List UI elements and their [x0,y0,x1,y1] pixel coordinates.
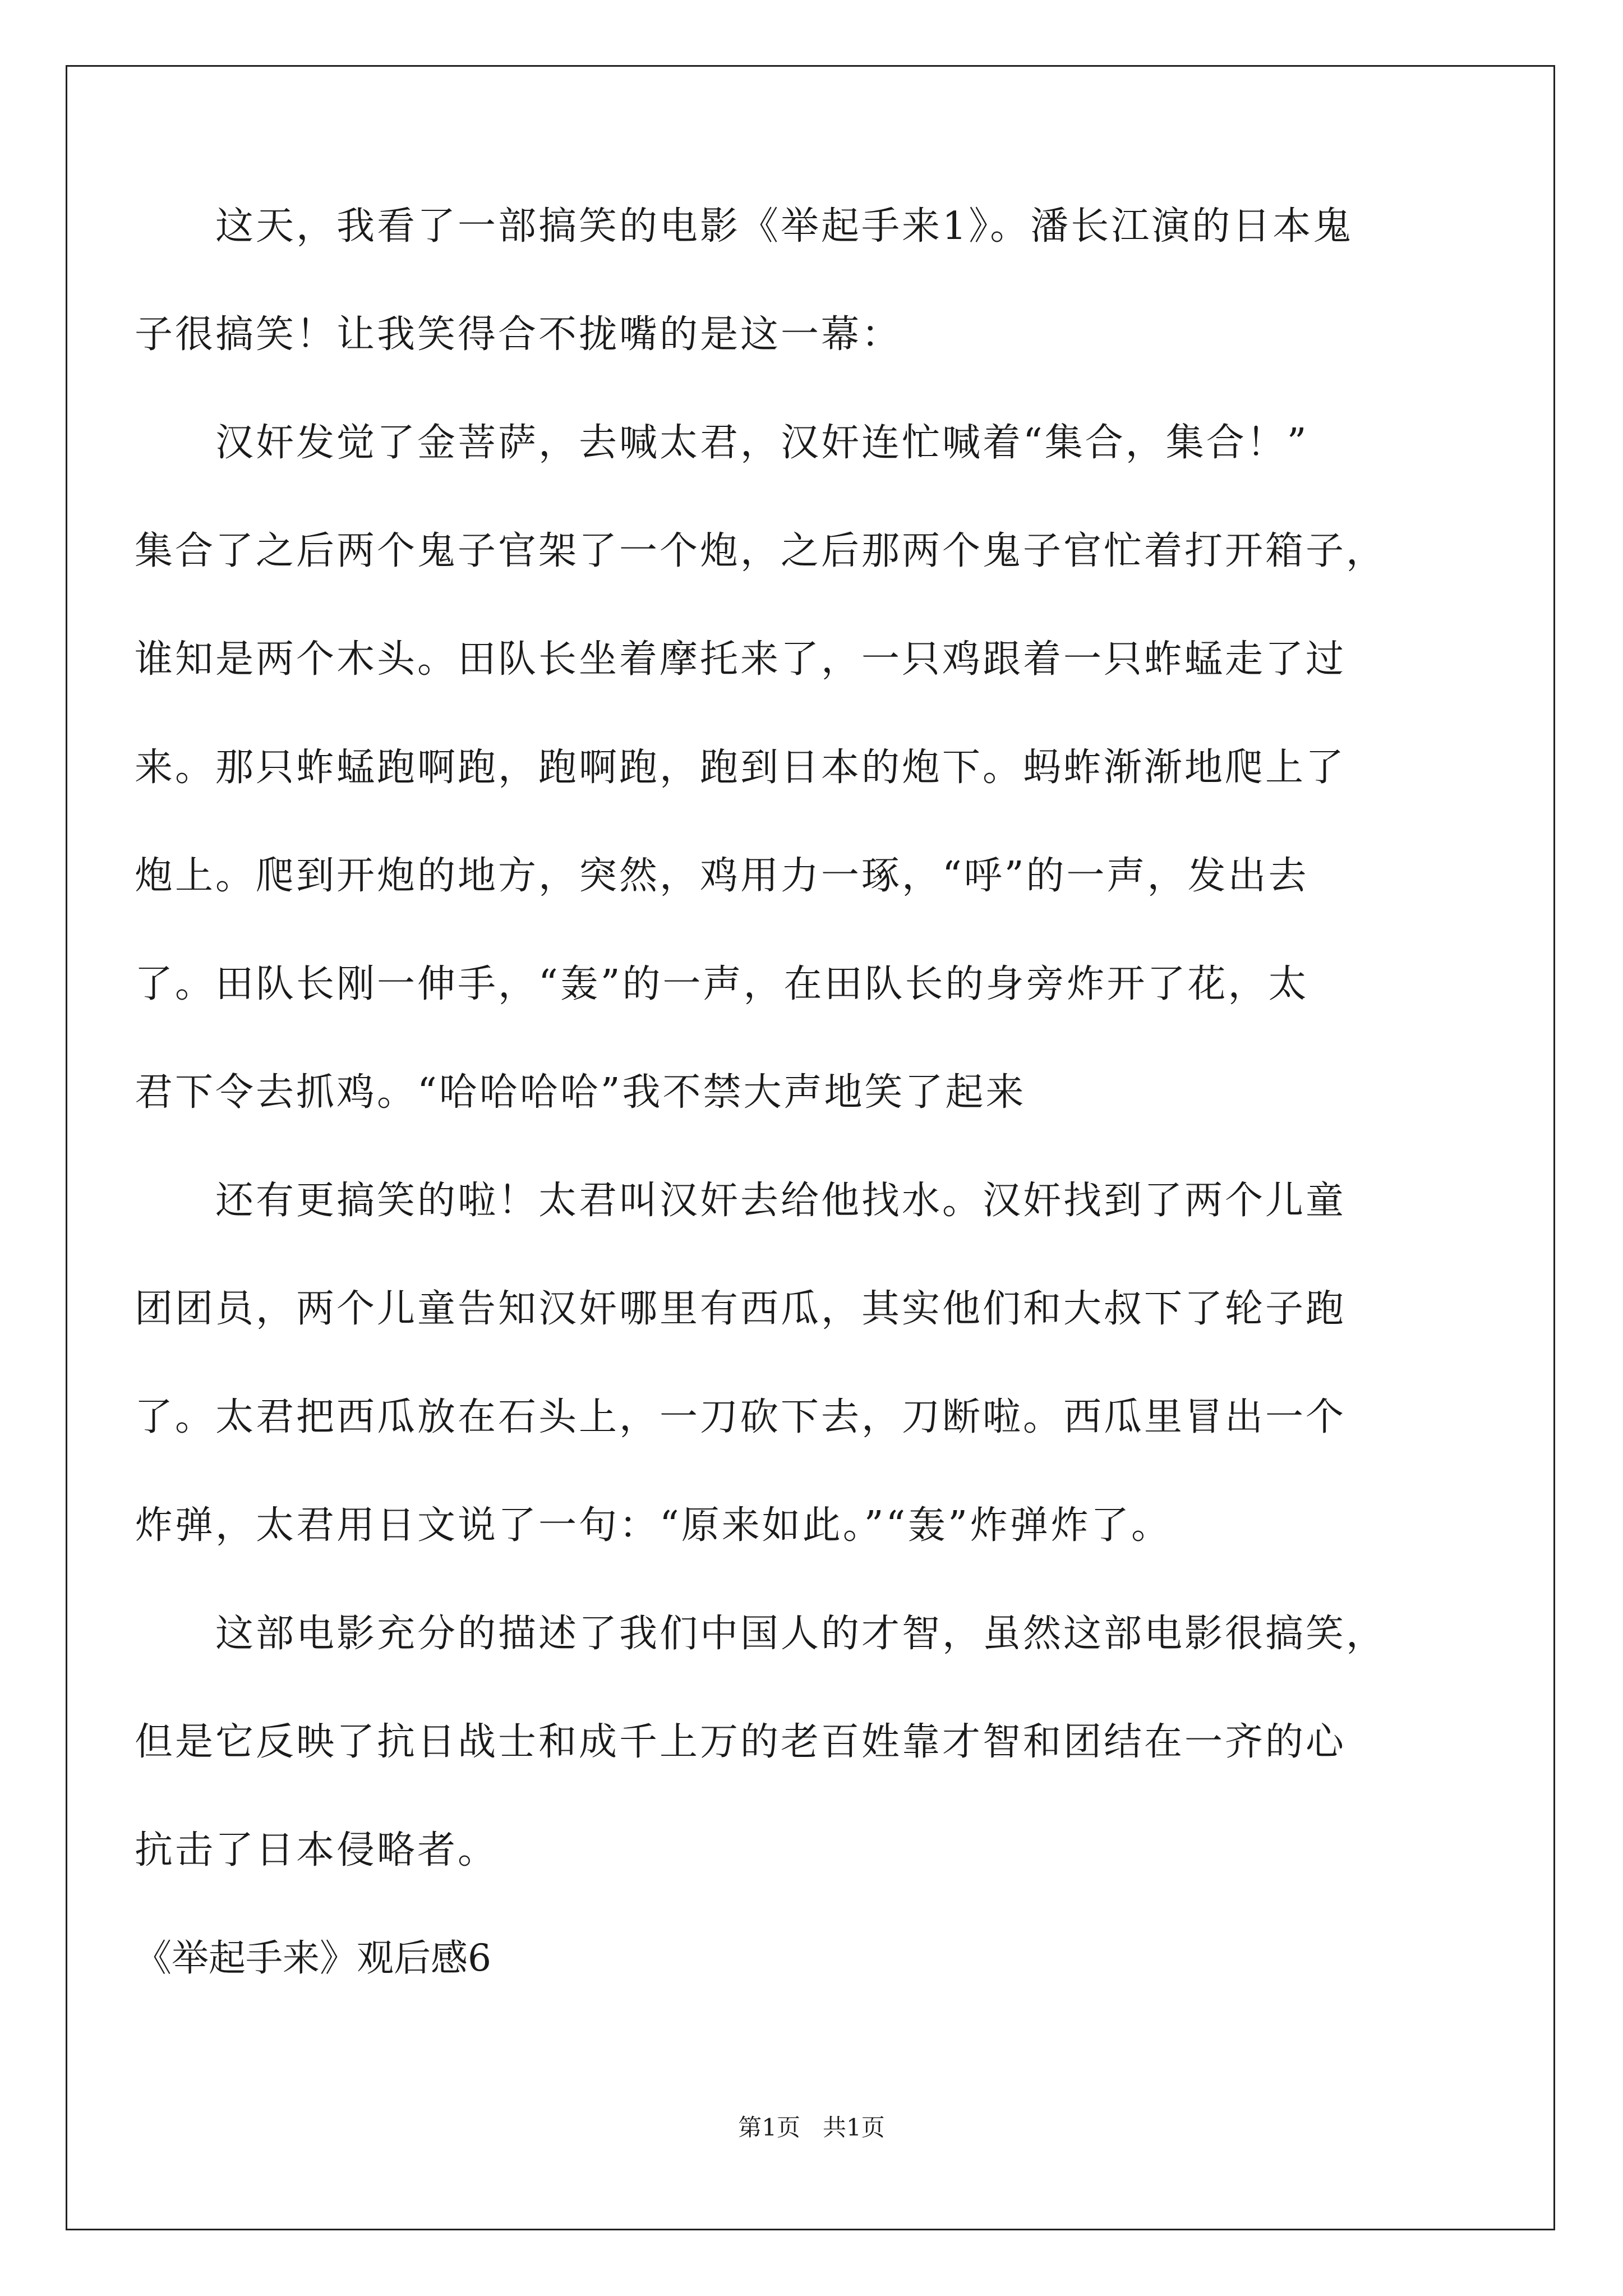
text-line: 这天，我看了一部搞笑的电影《举起手来1》。潘长江演的日本鬼 [215,204,1354,249]
paragraph [135,1179,1469,1615]
text-line: 团团员，两个儿童告知汉奸哪里有西瓜，其实他们和大叔下了轮子跑 [135,1287,1347,1331]
text-line: 来。那只蚱蜢跑啊跑，跑啊跑，跑到日本的炮下。蚂蚱渐渐地爬上了 [135,746,1347,790]
text-line: 这部电影充分的描述了我们中国人的才智，虽然这部电影很搞笑， [215,1612,1387,1656]
text-line: 集合了之后两个鬼子官架了一个炮，之后那两个鬼子官忙着打开箱子， [135,529,1387,573]
section-heading: 《举起手来》观后感6 [135,1936,491,1980]
paragraph [135,1612,1469,1940]
text-line: 但是它反映了抗日战士和成千上万的老百姓靠才智和团结在一齐的心 [135,1720,1347,1764]
paragraph [135,421,1469,1182]
document-body [135,204,1469,2046]
text-line: 君下令去抓鸡。“哈哈哈哈”我不禁大声地笑了起来 [135,1070,1026,1115]
paragraph [135,204,1469,424]
text-line: 了。太君把西瓜放在石头上，一刀砍下去，刀断啦。西瓜里冒出一个 [135,1395,1347,1439]
text-line: 炮上。爬到开炮的地方，突然，鸡用力一琢，“呼”的一声，发出去 [135,854,1309,898]
text-line: 抗击了日本侵略者。 [135,1828,499,1872]
text-line: 了。田队长刚一伸手，“轰”的一声，在田队长的身旁炸开了花，太 [135,962,1309,1006]
text-line: 还有更搞笑的啦！太君叫汉奸去给他找水。汉奸找到了两个儿童 [215,1179,1347,1223]
text-line: 炸弹，太君用日文说了一句：“原来如此。”“轰”炸弹炸了。 [135,1503,1172,1548]
text-line: 子很搞笑！让我笑得合不拢嘴的是这一幕： [135,312,902,357]
page-footer: 第1页 共1页 [738,2114,885,2141]
text-line: 汉奸发觉了金菩萨，去喊太君，汉奸连忙喊着“集合，集合！” [215,421,1309,465]
text-line: 谁知是两个木头。田队长坐着摩托来了，一只鸡跟着一只蚱蜢走了过 [135,637,1347,682]
